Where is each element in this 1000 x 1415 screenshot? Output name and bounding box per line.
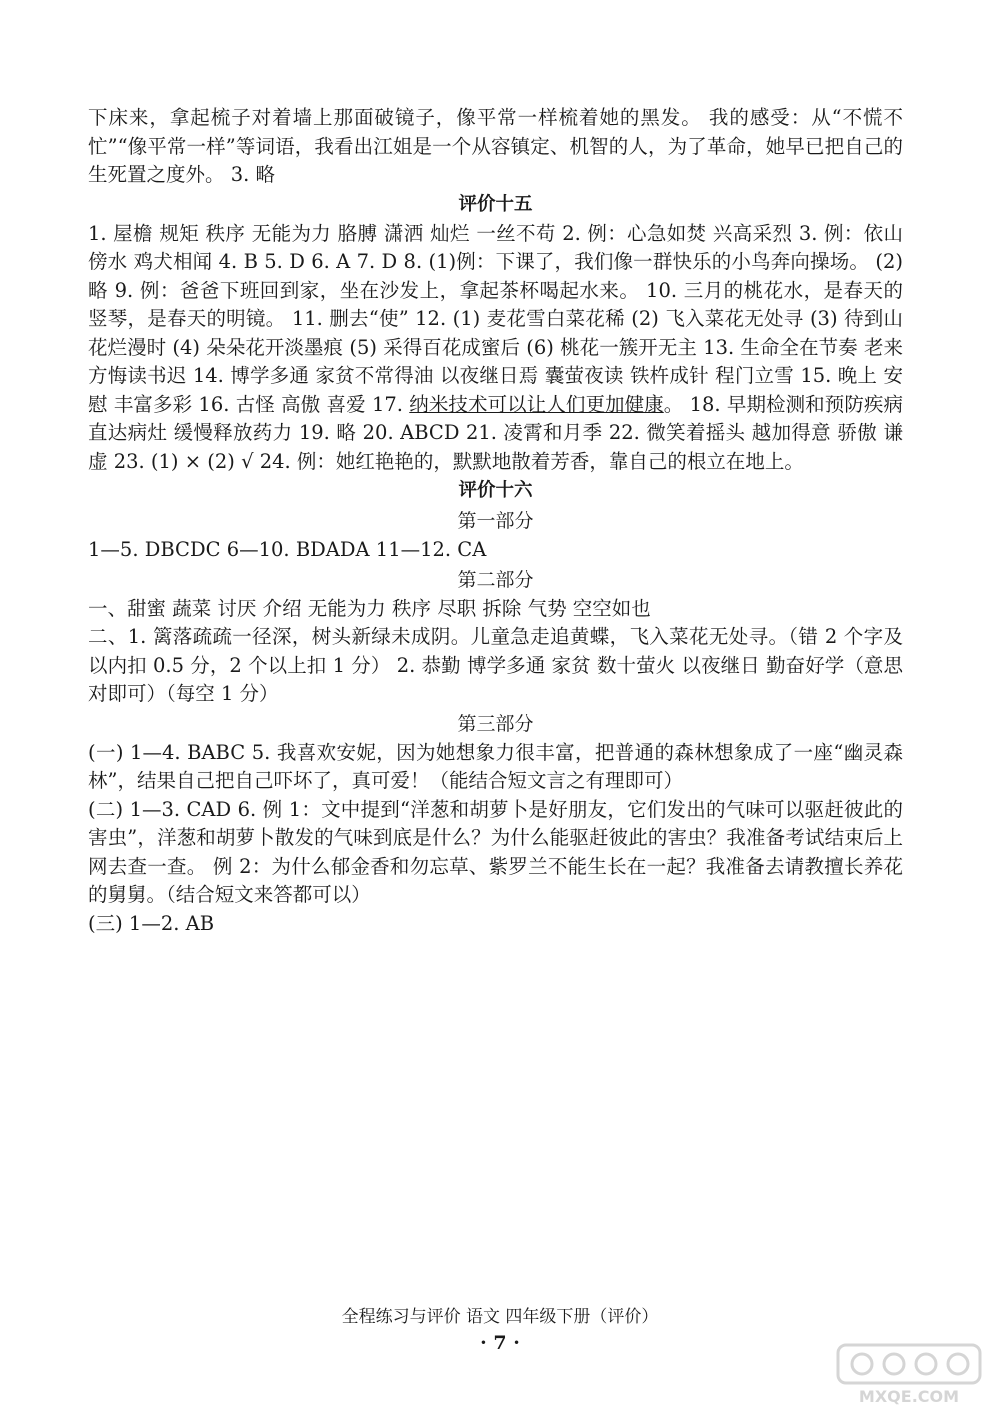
paragraph-part-3-item-3: (三) 1—2. AB bbox=[88, 911, 215, 935]
paragraph-section-15 bbox=[88, 220, 903, 477]
footer-page-number: · 7 · bbox=[480, 1332, 520, 1354]
watermark-logo bbox=[834, 1341, 984, 1407]
part-heading-3: 第三部分 bbox=[457, 712, 534, 735]
paragraph-part-3-item-2: (二) 1—3. CAD 6. 例 1：文中提到“洋葱和胡萝卜是好朋友，它们发出的气味可以驱赶彼此的害虫”，洋葱和胡萝卜散发的气味到底是什么？为什么能驱赶彼此的害虫？我准备考试结束后上网去查一查。 例 2：为什么郁金香和勿忘草、紫罗兰不能生长在一起？我准备去请教擅长养花的舅舅。（结合短文来答都可以） bbox=[88, 797, 903, 906]
paragraph-continuation: 下床来，拿起梳子对着墙上那面破镜子，像平常一样梳着她的黑发。 我的感受：从“不慌不忙”“像平常一样”等词语，我看出江姐是一个从容镇定、机智的人，为了革命，她早已把自己的生死置之度外。 3. 略 bbox=[88, 106, 903, 186]
section-15-text-b: 。 18. 早期检测和预防疾病 直达病灶 缓慢释放药力 19. 略 20. ABCD 21. 凌霄和月季 22. 微笑着摇头 越加得意 骄傲 谦虚 23. (1) × (2) √ 24. 例：她红艳艳的，默默地散着芳香，靠自己的根立在地上。 bbox=[88, 392, 903, 473]
section-heading-16: 评价十六 bbox=[458, 480, 533, 501]
watermark-logo-graphic bbox=[834, 1341, 984, 1407]
section-15-underlined-answer: 纳米技术可以让人们更加健康 bbox=[409, 392, 664, 416]
section-15-text-a: 1. 屋檐 规矩 秩序 无能为力 胳膊 潇洒 灿烂 一丝不苟 2. 例：心急如焚 兴高采烈 3. 例：依山傍水 鸡犬相闻 4. B 5. D 6. A 7. D 8. (1)例：下课了，我们像一群快乐的小鸟奔向操场。 (2)略 9. 例：爸爸下班回到家，坐在沙发上，拿起茶杯喝起水来。 10. 三月的桃花水，是春天的竖琴，是春天的明镜。 11. 删去“使” 12. (1) 麦花雪白菜花稀 (2) 飞入菜花无处寻 (3) 待到山花烂漫时 (4) 朵朵花开淡墨痕 (5) 采得百花成蜜后 (6) 桃花一簇开无主 13. 生命全在节奏 老来方悔读书迟 14. 博学多通 家贫不常得油 以夜继日焉 囊萤夜读 铁杵成针 程门立雪 15. 晚上 安慰 丰富多彩 16. 古怪 高傲 喜爱 17. bbox=[88, 221, 903, 416]
paragraph-part-2-item-2: 二、1. 篱落疏疏一径深，树头新绿未成阴。儿童急走追黄蝶，飞入菜花无处寻。（错 2 个字及以内扣 0.5 分，2 个以上扣 1 分） 2. 恭勤 博学多通 家贫 数十萤火 以夜继日 勤奋好学（意思对即可）（每空 1 分） bbox=[88, 625, 903, 705]
paragraph-part-3-item-1: (一) 1—4. BABC 5. 我喜欢安妮，因为她想象力很丰富，把普通的森林想象成了一座“幽灵森林”，结果自己把自己吓坏了，真可爱！（能结合短文言之有理即可） bbox=[88, 740, 903, 792]
paragraph-part-1: 1—5. DBCDC 6—10. BDADA 11—12. CA bbox=[88, 538, 487, 561]
page-content bbox=[88, 104, 903, 938]
part-heading-1: 第一部分 bbox=[457, 510, 534, 532]
paragraph-part-2-item-1: 一、甜蜜 蔬菜 讨厌 介绍 无能为力 秩序 尽职 拆除 气势 空空如也 bbox=[88, 596, 651, 620]
watermark-text: MXQE.COM bbox=[858, 1387, 960, 1406]
footer-book-title: 全程练习与评价 语文 四年级下册（评价） bbox=[341, 1307, 659, 1327]
section-heading-15: 评价十五 bbox=[458, 193, 533, 215]
part-heading-2: 第二部分 bbox=[457, 568, 534, 591]
